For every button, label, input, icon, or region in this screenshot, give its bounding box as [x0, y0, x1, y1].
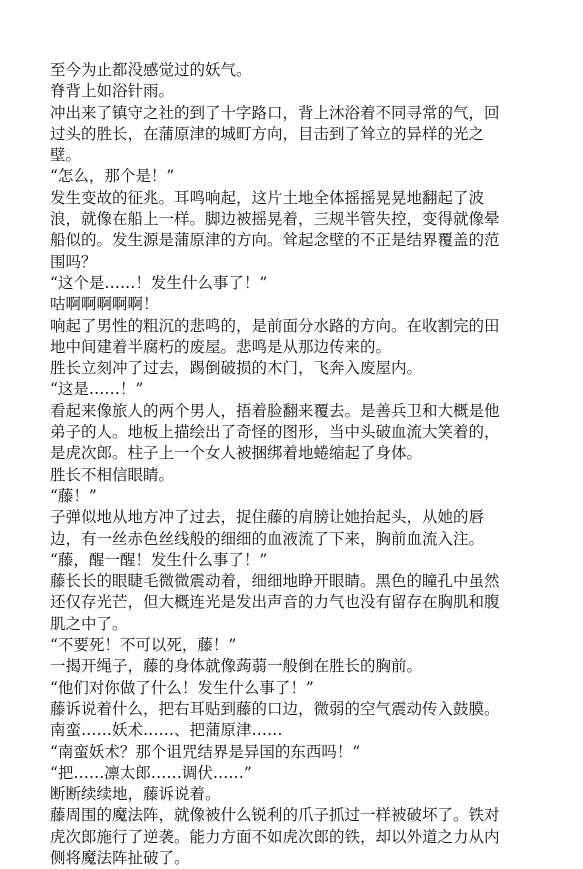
- text-line: 胜长不相信眼睛。: [50, 465, 175, 484]
- text-line: “他们对你做了什么！发生什么事了！”: [50, 678, 314, 697]
- text-line: “南蛮妖术？那个诅咒结界是异国的东西吗！”: [50, 742, 361, 761]
- document-body: [50, 60, 560, 869]
- text-line: 咕啊啊啊啊啊！: [50, 295, 159, 314]
- text-line: 至今为止都没感觉过的妖气。: [50, 61, 252, 79]
- text-line: 看起来像旅人的两个男人，捂着脸翻来覆去。是善兵卫和大概是他: [50, 401, 500, 420]
- text-line: “藤，醒一醒！发生什么事了！”: [50, 550, 268, 569]
- text-line: 地中间建着半腐朽的废屋。悲鸣是从那边传来的。: [50, 337, 392, 356]
- text-line: “这个是……！发生什么事了！”: [50, 273, 268, 292]
- text-line: 还仅存光芒，但大概连光是发出声音的力气也没有留存在胸肌和腹: [50, 593, 500, 612]
- text-line: “不要死！不可以死，藤！”: [50, 636, 237, 655]
- text-line: 围吗？: [50, 252, 97, 271]
- text-line: 弟子的人。地板上描绘出了奇怪的图形，当中头破血流大笑着的，: [50, 423, 500, 442]
- text-line: 子弹似地从地方冲了过去，捉住藤的肩膀让她抬起头，从她的唇: [50, 508, 485, 527]
- text-line: 断断续续地，藤诉说着。: [50, 785, 221, 804]
- text-line: 响起了男性的粗沉的悲鸣的，是前面分水路的方向。在收割完的田: [50, 316, 500, 335]
- text-line: 船似的。发生源是蒲原津的方向。耸起念壁的不正是结界覆盖的范: [50, 231, 500, 250]
- text-line: “这是……！”: [50, 380, 144, 399]
- text-line: 是虎次郎。柱子上一个女人被捆绑着地蜷缩起了身体。: [50, 444, 423, 463]
- text-line: 藤长长的眼睫毛微微震动着，细细地睁开眼睛。黑色的瞳孔中虽然: [50, 572, 500, 591]
- text-line: 藤周围的魔法阵，就像被什么锐利的爪子抓过一样被破坏了。铁对: [50, 806, 500, 825]
- text-line: 胜长立刻冲了过去，踢倒破损的木门，飞奔入废屋内。: [50, 359, 423, 378]
- text-line: 虎次郎施行了逆袭。能力方面不如虎次郎的铁，却以外道之力从内: [50, 827, 500, 846]
- text-line: 一揭开绳子，藤的身体就像蒟蒻一般倒在胜长的胸前。: [50, 657, 423, 676]
- text-line: 过头的胜长，在蒲原津的城町方向，目击到了耸立的异样的光之: [50, 124, 485, 143]
- text-line: 浪，就像在船上一样。脚边被摇晃着，三规半管失控，变得就像晕: [50, 210, 500, 229]
- text-line: 侧将魔法阵扯破了。: [50, 848, 190, 867]
- text-line: 发生变故的征兆。耳鸣响起，这片土地全体摇摇晃晃地翻起了波: [50, 188, 485, 207]
- text-line: 南蛮……妖术……、把蒲原津……: [50, 721, 283, 740]
- text-line: 边，有一丝赤色丝线般的细细的血液流了下来，胸前血流入注。: [50, 529, 485, 548]
- text-line: 脊背上如浴针雨。: [50, 82, 175, 101]
- text-line: 肌之中了。: [50, 614, 128, 633]
- text-line: “藤！”: [50, 486, 97, 505]
- text-line: 藤诉说着什么，把右耳贴到藤的口边，微弱的空气震动传入鼓膜。: [50, 699, 500, 718]
- text-line: 冲出来了镇守之社的到了十字路口，背上沐浴着不同寻常的气，回: [50, 103, 500, 122]
- text-line: “把……凛太郎……调伏……”: [50, 763, 252, 782]
- text-line: “怎么，那个是！”: [50, 167, 175, 186]
- text-line: 壁。: [50, 146, 82, 165]
